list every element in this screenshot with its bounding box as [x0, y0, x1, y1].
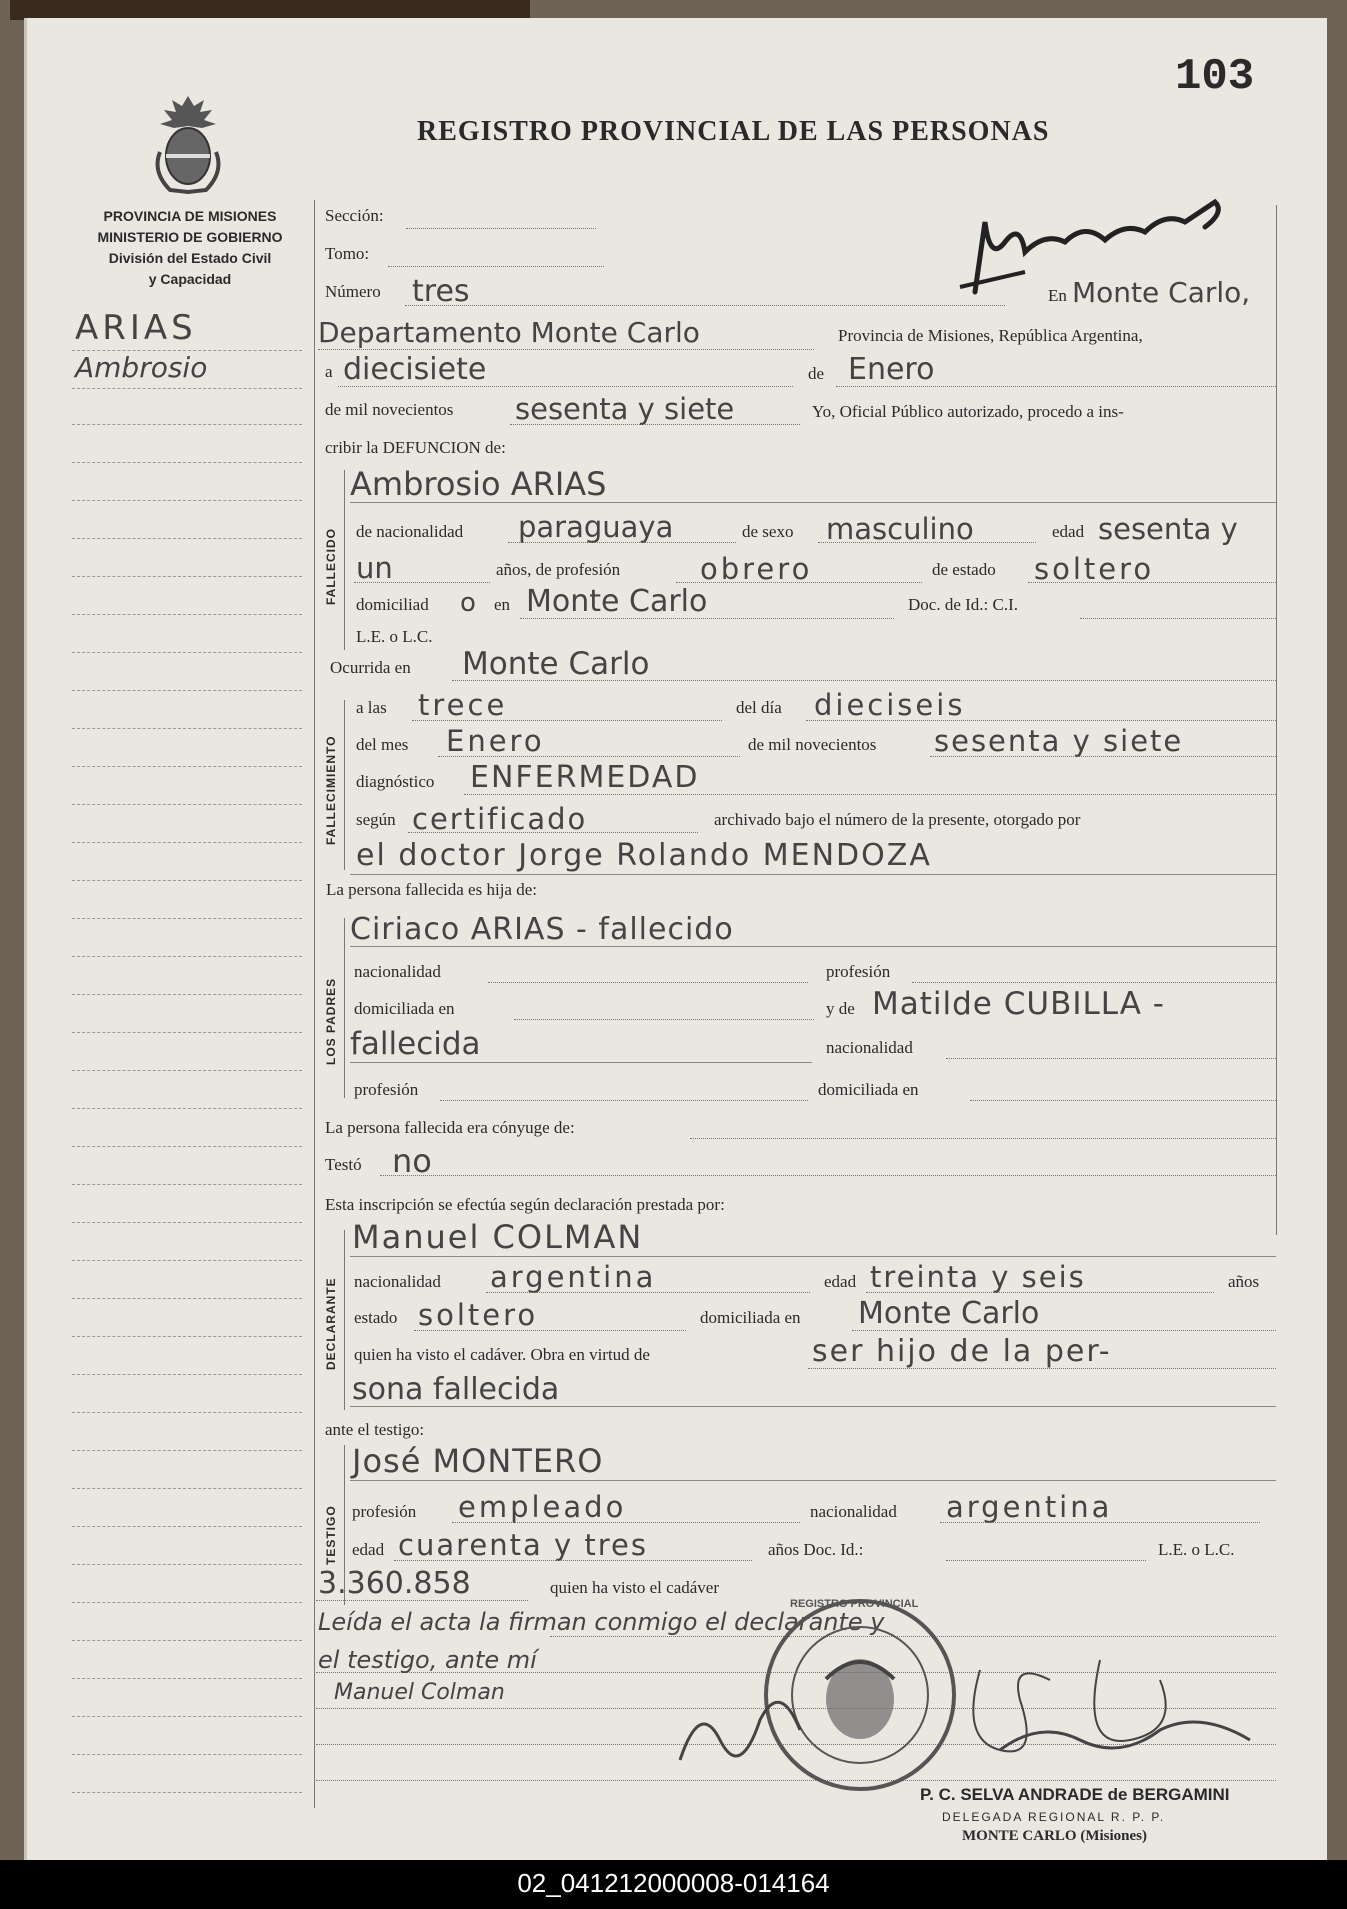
- madre-nacionalidad-label: nacionalidad: [826, 1038, 913, 1057]
- issuer-line-4: y Capacidad: [148, 271, 232, 287]
- scan-id: 02_041212000008-014164: [517, 1868, 830, 1898]
- testigo-edad-value: cuarenta y tres: [398, 1528, 648, 1562]
- fallecimiento-mes-value: Enero: [446, 724, 545, 758]
- issuer-block: [70, 206, 310, 290]
- declarante-estado-value: soltero: [418, 1298, 539, 1332]
- issuer-line-3: División del Estado Civil: [108, 250, 272, 266]
- edad-value-2: un: [356, 551, 393, 585]
- nacionalidad-label: de nacionalidad: [356, 522, 464, 541]
- yo-text: Yo, Oficial Público autorizado, procedo a ins-: [812, 402, 1124, 421]
- conyuge-label: La persona fallecida era cónyuge de:: [325, 1118, 575, 1137]
- madre-value-2: fallecida: [350, 1026, 481, 1062]
- hija-label: La persona fallecida es hija de:: [326, 880, 537, 899]
- fallecimiento-mil-label: de mil novecientos: [748, 735, 877, 754]
- a-label: a: [325, 362, 333, 381]
- issuer-line-1: PROVINCIA DE MISIONES: [103, 208, 277, 224]
- testigo-cadaver-text: quien ha visto el cadáver: [550, 1578, 719, 1597]
- declarante-nacionalidad-label: nacionalidad: [354, 1272, 441, 1291]
- declarante-anios-label: años: [1228, 1272, 1260, 1291]
- archivado-text: archivado bajo el número de la presente, otorgado por: [714, 810, 1081, 829]
- coat-of-arms-icon: [150, 92, 226, 201]
- declarante-edad-value: treinta y seis: [870, 1260, 1086, 1294]
- section-label-declarante: DECLARANTE: [324, 1277, 338, 1370]
- section-label-fallecimiento: FALLECIMIENTO: [324, 735, 338, 845]
- scan-footer: [0, 1860, 1347, 1909]
- domicilio-value: Monte Carlo: [526, 584, 708, 619]
- official-location: MONTE CARLO (Misiones): [962, 1828, 1147, 1844]
- official-title: DELEGADA REGIONAL R. P. P.: [942, 1810, 1166, 1824]
- segun-label: según: [356, 810, 396, 829]
- fallecimiento-dia-value: dieciseis: [814, 688, 966, 722]
- testigo-doc-value: 3.360.858: [318, 1566, 471, 1601]
- fallecido-nombre: Ambrosio ARIAS: [350, 465, 607, 503]
- sexo-label: de sexo: [742, 522, 794, 541]
- testo-label: Testó: [325, 1155, 362, 1174]
- declarante-estado-label: estado: [354, 1308, 398, 1327]
- doctor-value: el doctor Jorge Rolando MENDOZA: [356, 838, 932, 873]
- domicilio-en-label: en: [494, 595, 511, 614]
- official-name: P. C. SELVA ANDRADE de BERGAMINI: [920, 1785, 1230, 1804]
- padre-nacionalidad-label: nacionalidad: [354, 962, 441, 981]
- testigo-nacionalidad-label: nacionalidad: [810, 1502, 897, 1521]
- testigo-nacionalidad-value: argentina: [946, 1490, 1113, 1524]
- testigo-profesion-label: profesión: [352, 1502, 417, 1521]
- sexo-value: masculino: [826, 512, 974, 546]
- edad-value: sesenta y: [1098, 512, 1238, 546]
- le-label: L.E. o L.C.: [356, 627, 433, 646]
- edad-label: edad: [1052, 522, 1085, 541]
- declarante-cadaver-text: quien ha visto el cadáver. Obra en virtud de: [354, 1345, 650, 1364]
- declarante-virtud-value-2: sona fallecida: [352, 1372, 560, 1407]
- page-number: 103: [1175, 52, 1255, 102]
- tomo-label: Tomo:: [325, 244, 370, 263]
- cierre-line-2: el testigo, ante mí: [318, 1646, 537, 1674]
- document-title: REGISTRO PROVINCIAL DE LAS PERSONAS: [417, 116, 1050, 147]
- doc-label: Doc. de Id.: C.I.: [908, 595, 1019, 614]
- de-label: de: [808, 364, 825, 383]
- segun-value: certificado: [412, 802, 588, 836]
- ocurrida-label: Ocurrida en: [330, 658, 411, 677]
- anio-value: sesenta y siete: [515, 392, 735, 426]
- en-label: En: [1048, 286, 1067, 305]
- madre-value: Matilde CUBILLA -: [872, 986, 1165, 1022]
- ante-label: ante el testigo:: [325, 1420, 425, 1439]
- stamp-text: REGISTRO PROVINCIAL: [790, 1598, 919, 1610]
- fallecimiento-anio-value: sesenta y siete: [934, 724, 1184, 758]
- domiciliad-suffix: o: [460, 588, 476, 618]
- domiciliad-label: domiciliad: [356, 595, 429, 614]
- margin-given-name: Ambrosio: [75, 351, 208, 384]
- departamento-value: Departamento Monte Carlo: [318, 316, 700, 349]
- provincia-text: Provincia de Misiones, República Argentina,: [838, 326, 1143, 345]
- diagnostico-value: ENFERMEDAD: [470, 760, 700, 795]
- padre-value: Ciriaco ARIAS - fallecido: [350, 912, 734, 947]
- section-label-padres: LOS PADRES: [324, 977, 338, 1065]
- form-right-border: [1276, 205, 1277, 1235]
- mes-label: del mes: [356, 735, 409, 754]
- anios-profesion-label: años, de profesión: [496, 560, 621, 579]
- seccion-label: Sección:: [325, 206, 384, 225]
- testo-value: no: [392, 1142, 432, 1180]
- section-label-fallecido: FALLECIDO: [324, 528, 338, 605]
- section-label-testigo: TESTIGO: [324, 1505, 338, 1565]
- dia-label: del día: [736, 698, 782, 717]
- issuer-line-2: MINISTERIO DE GOBIERNO: [97, 229, 283, 245]
- declarante-domiciliada-label: domiciliada en: [700, 1308, 801, 1327]
- cierre-line-1: Leída el acta la firman conmigo el declarante y: [318, 1608, 885, 1636]
- declarante-virtud-value: ser hijo de la per-: [812, 1334, 1112, 1369]
- form-left-border: [314, 200, 315, 1808]
- dia-value: diecisiete: [343, 352, 487, 387]
- en-value: Monte Carlo,: [1072, 276, 1251, 309]
- margin-surname: ARIAS: [75, 308, 197, 348]
- hora-value: trece: [418, 688, 508, 722]
- testigo-profesion-value: empleado: [458, 1490, 627, 1524]
- ocurrida-value: Monte Carlo: [462, 646, 650, 682]
- madre-domiciliada-label: domiciliada en: [818, 1080, 919, 1099]
- numero-value: tres: [412, 274, 470, 309]
- testigo-nombre: José MONTERO: [352, 1442, 604, 1480]
- cribir-text: cribir la DEFUNCION de:: [325, 438, 506, 457]
- estado-value: soltero: [1034, 552, 1155, 586]
- mil-label: de mil novecientos: [325, 400, 454, 419]
- y-de-label: y de: [826, 999, 855, 1018]
- testigo-le-label: L.E. o L.C.: [1158, 1540, 1235, 1559]
- numero-label: Número: [325, 282, 381, 301]
- hora-label: a las: [356, 698, 387, 717]
- mes-value: Enero: [848, 352, 935, 387]
- madre-profesion-label: profesión: [354, 1080, 419, 1099]
- declarante-edad-label: edad: [824, 1272, 857, 1291]
- official-signature-scribble: [660, 1640, 1260, 1795]
- diagnostico-label: diagnóstico: [356, 772, 435, 791]
- testigo-anios-label: años Doc. Id.:: [768, 1540, 864, 1559]
- testigo-edad-label: edad: [352, 1540, 385, 1559]
- declarante-domicilio-value: Monte Carlo: [858, 1296, 1040, 1331]
- nacionalidad-value: paraguaya: [518, 510, 674, 544]
- page-tab: [10, 0, 530, 20]
- profesion-value: obrero: [700, 552, 813, 586]
- firma-declarante: Manuel Colman: [334, 1680, 505, 1705]
- estado-label: de estado: [932, 560, 996, 579]
- padre-profesion-label: profesión: [826, 962, 891, 981]
- padre-domiciliada-label: domiciliada en: [354, 999, 455, 1018]
- declarante-nombre: Manuel COLMAN: [352, 1218, 644, 1256]
- declaracion-text: Esta inscripción se efectúa según declaración prestada por:: [325, 1195, 725, 1214]
- declarante-nacionalidad-value: argentina: [490, 1260, 657, 1294]
